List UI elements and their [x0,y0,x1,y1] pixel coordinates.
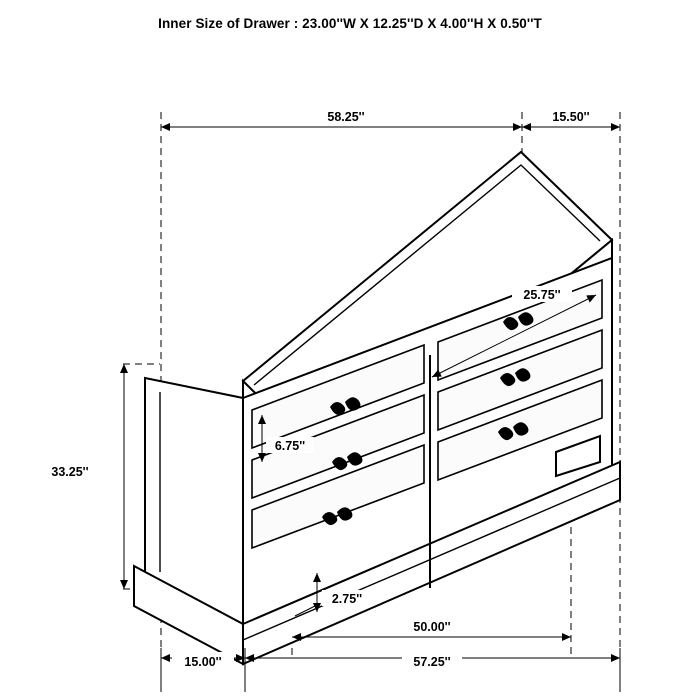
dim-top-width-main: 58.25'' [327,110,365,124]
dim-base-height: 2.75'' [331,592,363,606]
dresser-illustration [134,152,620,664]
dim-front-width: 57.25'' [413,655,451,669]
page-title: Inner Size of Drawer : 23.00''W X 12.25''D X 4.00''H X 0.50''T [158,16,542,31]
dim-overall-height: 33.25'' [51,465,89,479]
dim-bottom-depth: 15.00'' [184,655,222,669]
dim-drawer-diagonal: 25.75'' [523,288,561,302]
dim-front-inner-width: 50.00'' [413,620,451,634]
dim-drawer-height: 6.75'' [274,439,306,453]
dim-top-width-right: 15.50'' [552,110,590,124]
